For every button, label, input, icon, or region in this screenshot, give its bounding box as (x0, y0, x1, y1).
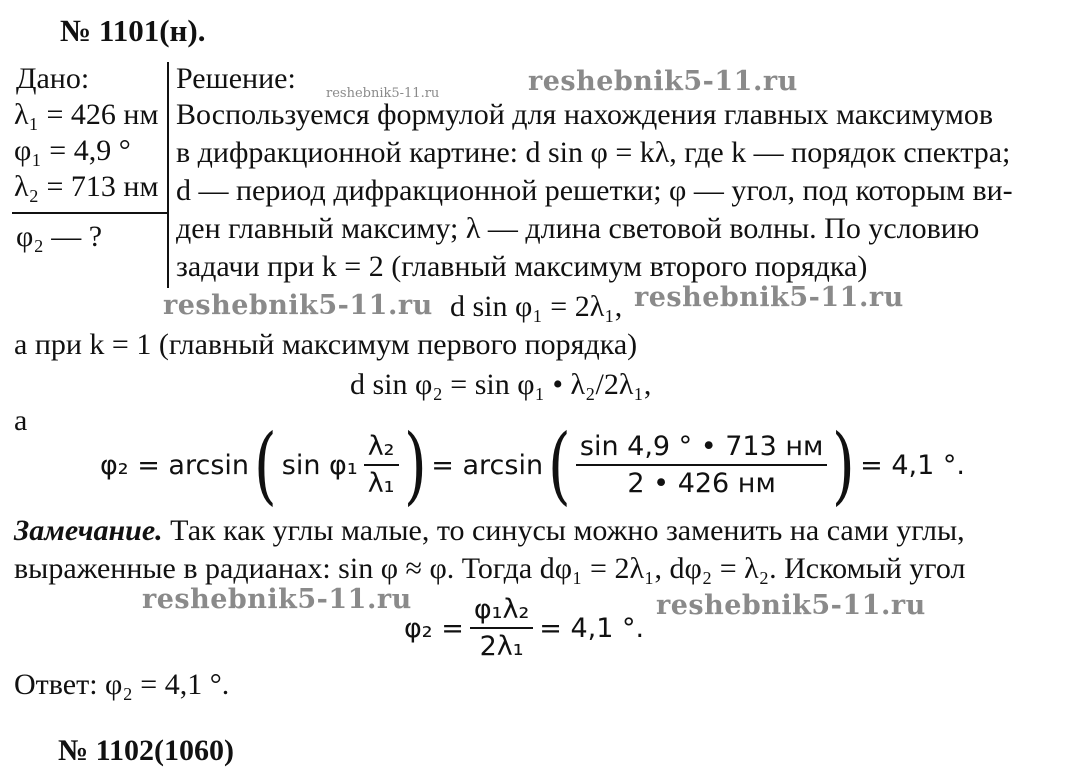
solution-word-a: а (14, 404, 28, 437)
eq3-fraction-1 (364, 431, 399, 499)
note-label: Замечание. (14, 514, 163, 547)
solution-line-4: ден главный максиму; λ — длина световой волны. По условию (176, 212, 980, 245)
eq3-left-paren-2: ( (548, 416, 571, 514)
equation-1: d sin φ₁ = 2λ₁, (450, 290, 623, 323)
eq3-left-paren: ( (253, 416, 277, 514)
solution-line-5: задачи при k = 2 (главный максимум второго порядка) (176, 250, 868, 283)
answer: Ответ: φ₂ = 4,1 °. (14, 668, 230, 701)
eq4-fraction (470, 594, 533, 662)
note-text-1: Так как углы малые, то синусы можно заменить на сами углы, (162, 514, 965, 547)
equation-4 (404, 590, 644, 666)
eq3-result: = 4,1 °. (860, 449, 965, 481)
next-problem-cut: № 1102(1060) (58, 734, 234, 767)
given-divider (12, 212, 168, 214)
eq3-frac1-denominator: λ₁ (367, 468, 395, 499)
given-label: Дано: (16, 62, 90, 95)
watermark-small: reshebnik5-11.ru (326, 86, 440, 101)
eq3-fraction-2 (576, 431, 828, 499)
given-vertical-divider (167, 62, 169, 288)
solution-line-6: а при k = 1 (главный максимум первого порядка) (14, 328, 638, 361)
eq4-lhs: φ₂ = (404, 612, 464, 644)
given-lambda1: λ₁ = 426 нм (14, 98, 159, 131)
note-line-2: выраженные в радианах: sin φ ≈ φ. Тогда dφ₁ = 2λ₁, dφ₂ = λ₂. Искомый угол (14, 552, 966, 585)
solution-line-1: Воспользуемся формулой для нахождения главных максимумов (176, 98, 994, 131)
solution-label: Решение: (176, 62, 296, 95)
equation-2: d sin φ₂ = sin φ₁ • λ₂/2λ₁, (350, 368, 652, 401)
watermark-left: reshebnik5-11.ru (163, 290, 433, 321)
watermark-top: reshebnik5-11.ru (528, 66, 798, 97)
eq3-inner: sin φ₁ (281, 449, 358, 481)
eq3-mid: = arcsin (431, 449, 544, 481)
eq3-right-paren: ) (403, 416, 427, 514)
eq4-result: = 4,1 °. (539, 612, 645, 644)
given-lambda2: λ₂ = 713 нм (14, 170, 159, 203)
watermark-bottom-left: reshebnik5-11.ru (142, 584, 412, 615)
note-line-1 (14, 514, 965, 548)
find-phi2: φ₂ — ? (16, 220, 103, 253)
watermark-right: reshebnik5-11.ru (634, 282, 904, 313)
given-phi1: φ₁ = 4,9 ° (14, 134, 131, 167)
eq3-frac2-numerator: sin 4,9 ° • 713 нм (576, 431, 828, 466)
eq3-lhs: φ₂ = arcsin (100, 449, 250, 481)
eq3-right-paren-2: ) (832, 416, 856, 514)
eq3-frac2-denominator: 2 • 426 нм (627, 468, 776, 499)
eq3-frac1-numerator: λ₂ (364, 431, 399, 466)
problem-number: № 1101(н). (60, 13, 206, 48)
eq4-numerator: φ₁λ₂ (470, 594, 533, 629)
watermark-bottom-right: reshebnik5-11.ru (656, 590, 926, 621)
solution-line-3: d — период дифракционной решетки; φ — угол, под которым ви- (176, 174, 1013, 207)
equation-3 (100, 416, 965, 514)
solution-line-2: в дифракционной картине: d sin φ = kλ, где k — порядок спектра; (176, 136, 1011, 169)
eq4-denominator: 2λ₁ (479, 631, 524, 662)
